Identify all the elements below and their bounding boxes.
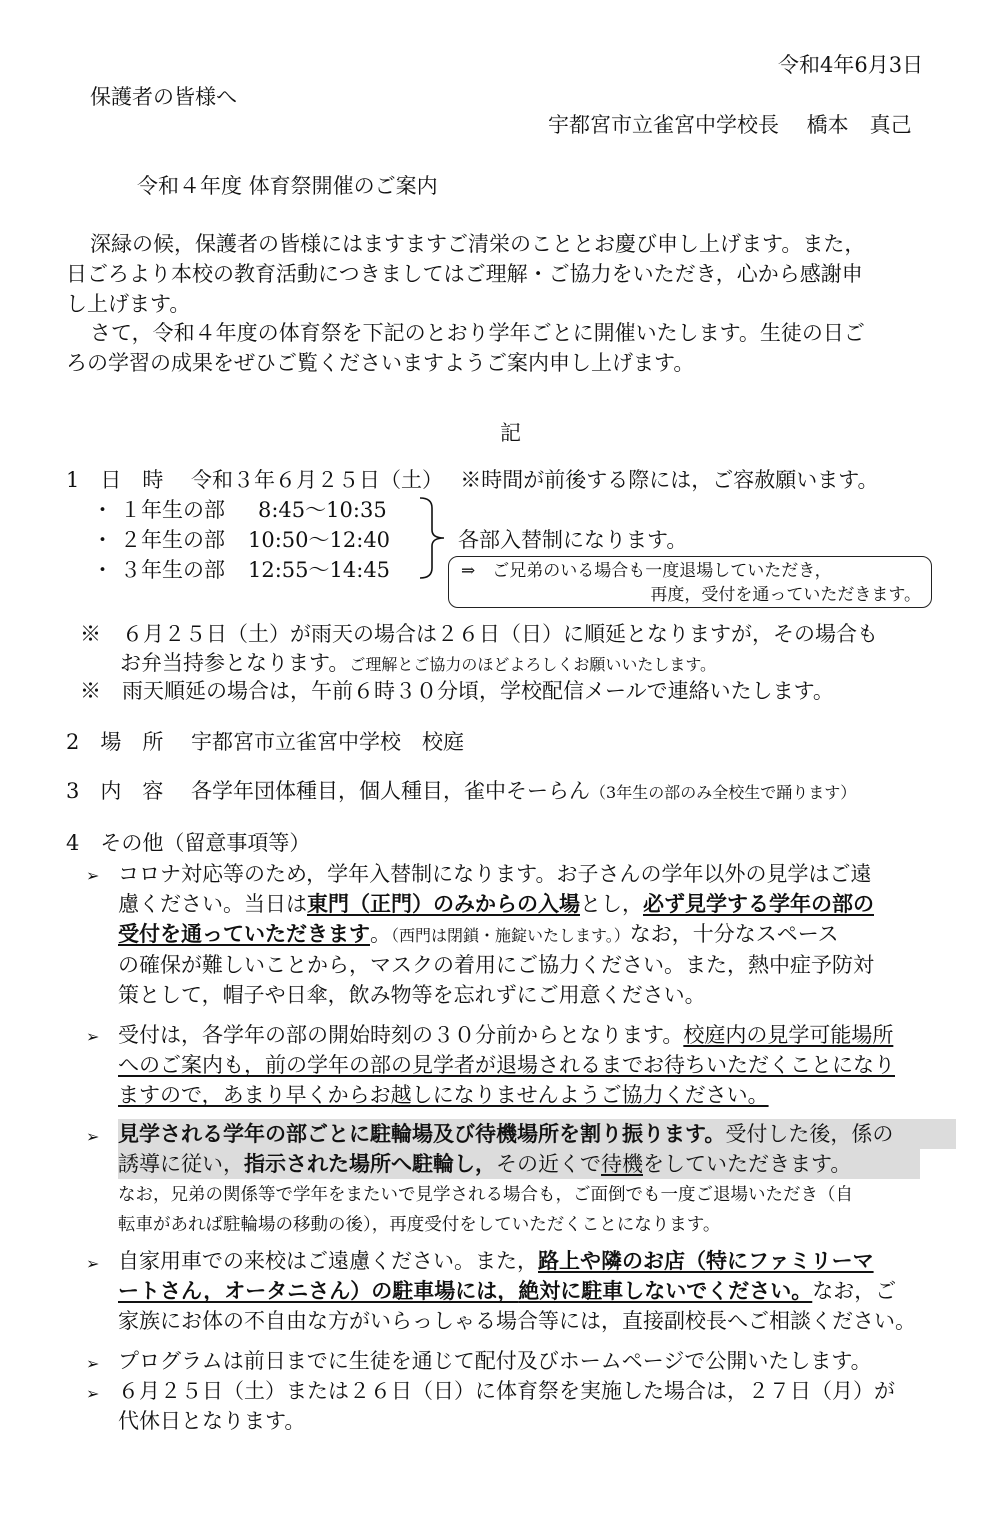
emphasis: 路上や隣のお店（特にファミリーマ xyxy=(538,1248,874,1273)
b4-line xyxy=(118,1276,896,1306)
rain-note-text: お弁当持参となります。 xyxy=(120,651,350,675)
b1-line: の確保が難しいことから，マスクの着用にご協力ください。また，熱中症予防対 xyxy=(118,953,874,977)
intro-line: 日ごろより本校の教育活動につきましてはご理解・ご協力をいただき，心から感謝申 xyxy=(66,262,863,286)
b2-line: ますので，あまり早くからお越しになりませんようご協力ください。 xyxy=(118,1083,769,1107)
b1-line: コロナ対応等のため，学年入替制になります。お子さんの学年以外の見学はご遠 xyxy=(118,862,872,886)
item4-heading: 4 その他（留意事項等） xyxy=(66,831,311,855)
bullet-arrow-icon: ➢ xyxy=(86,866,100,885)
brace-icon xyxy=(418,496,448,580)
emphasis: ートさん，オータニさん）の駐車場には， xyxy=(118,1278,519,1303)
schedule-time: 10:50～12:40 xyxy=(248,528,391,552)
text: なお，ご xyxy=(812,1279,897,1303)
intro-line: 深緑の候，保護者の皆様にはますますご清栄のこととお慶び申し上げます。また， xyxy=(90,232,866,256)
text: 。 xyxy=(370,922,391,946)
emphasis: 東門（正門）のみからの入場 xyxy=(307,891,580,916)
schedule-grade: ２年生の部 xyxy=(120,528,225,552)
text: なお，十分なスペース xyxy=(629,922,839,946)
text: 慮ください。当日は xyxy=(118,892,307,916)
underlined: 待機 xyxy=(601,1152,643,1176)
sibling-note-line: 再度，受付を通っていただきます。 xyxy=(650,585,921,605)
document-title: 令和４年度 体育祭開催のご案内 xyxy=(137,174,438,198)
item2-place: 2 場 所 宇都宮市立雀宮中学校 校庭 xyxy=(66,730,465,754)
intro-line: し上げます。 xyxy=(66,292,191,316)
sender-line: 宇都宮市立雀宮中学校長 橋本 真己 xyxy=(548,113,912,137)
rain-note-small: ご理解とご協力のほどよろしくお願いいたします。 xyxy=(349,655,717,674)
b3-line xyxy=(118,1119,956,1149)
b2-line xyxy=(118,1020,893,1050)
rain-mail-note: ※ 雨天順延の場合は，午前６時３０分頃，学校配信メールで連絡いたします。 xyxy=(80,679,834,703)
text: 受付した後，係の xyxy=(725,1122,894,1146)
intro-line: さて，令和４年度の体育祭を下記のとおり学年ごとに開催いたします。生徒の日ご xyxy=(90,321,865,345)
text: とし， xyxy=(580,892,643,916)
text: 誘導に従い， xyxy=(118,1152,244,1176)
bullet-arrow-icon: ➢ xyxy=(86,1027,100,1046)
b4-line xyxy=(118,1246,874,1276)
rain-note: ※ ６月２５日（土）が雨天の場合は２６日（日）に順延となりますが，その場合も xyxy=(80,622,878,646)
schedule-time: 8:45～10:35 xyxy=(258,498,387,522)
b3-line: 転車があれば駐輪場の移動の後），再度受付をしていただくことになります。 xyxy=(118,1215,721,1235)
ki-heading: 記 xyxy=(500,421,521,445)
schedule-bullet: ・ xyxy=(92,558,113,582)
item3-content xyxy=(66,776,856,808)
bullet-arrow-icon: ➢ xyxy=(86,1254,100,1273)
schedule-bullet: ・ xyxy=(92,528,113,552)
emphasis: 必ず見学する学年の部の xyxy=(643,891,874,916)
emphasis: 絶対に駐車しないでください。 xyxy=(518,1278,813,1303)
emphasis: 受付を通っていただきます xyxy=(118,921,370,946)
b6-line: ６月２５日（土）または２６日（日）に体育祭を実施した場合は，２７日（月）が xyxy=(118,1379,895,1403)
schedule-grade: １年生の部 xyxy=(120,498,225,522)
small-note: （西門は閉鎖・施錠いたします。） xyxy=(391,926,630,945)
sibling-note-line: ⇒ ご兄弟のいる場合も一度退場していただき， xyxy=(461,561,832,581)
text: その近くで xyxy=(496,1152,601,1176)
document-date: 令和4年6月3日 xyxy=(778,53,924,77)
b5-line: プログラムは前日までに生徒を通じて配付及びホームページで公開いたします。 xyxy=(118,1349,872,1373)
item3-note: （3年生の部のみ全校生で踊ります） xyxy=(590,783,857,802)
recipient-line: 保護者の皆様へ xyxy=(90,85,237,109)
intro-line: ろの学習の成果をぜひご覧くださいますようご案内申し上げます。 xyxy=(66,351,695,375)
text: をしていただきます。 xyxy=(643,1152,852,1176)
b4-line: 家族にお体の不自由な方がいらっしゃる場合等には，直接副校長へご相談ください。 xyxy=(118,1309,916,1333)
b6-line: 代休日となります。 xyxy=(118,1409,306,1433)
emphasis: 指示された場所へ駐輪し， xyxy=(244,1151,496,1176)
b1-line xyxy=(118,889,874,919)
b2-line: へのご案内も，前の学年の部の見学者が退場されるまでお待ちいただくことになり xyxy=(118,1053,895,1077)
b3-line: なお，兄弟の関係等で学年をまたいで見学される場合も，ご面倒でも一度ご退場いただき（自 xyxy=(118,1185,853,1205)
schedule-grade: ３年生の部 xyxy=(120,558,225,582)
bullet-arrow-icon: ➢ xyxy=(86,1354,100,1373)
b1-line: 策として，帽子や日傘，飲み物等を忘れずにご用意ください。 xyxy=(118,983,706,1007)
underlined: 校庭内の見学可能場所 xyxy=(683,1023,894,1047)
emphasis: 見学される学年の部ごとに駐輪場及び待機場所を割り振ります。 xyxy=(118,1121,726,1146)
shift-label: 各部入替制になります。 xyxy=(458,528,688,552)
sibling-note-box xyxy=(448,556,932,608)
b3-line xyxy=(118,1149,920,1179)
b1-line xyxy=(118,919,839,951)
item1-heading: 1 日 時 令和３年６月２５日（土） ※時間が前後する際には，ご容赦願います。 xyxy=(66,468,879,492)
schedule-time: 12:55～14:45 xyxy=(248,558,391,582)
bullet-arrow-icon: ➢ xyxy=(86,1127,100,1146)
item3-main: 3 内 容 各学年団体種目，個人種目，雀中そーらん xyxy=(66,779,591,803)
bullet-arrow-icon: ➢ xyxy=(86,1384,100,1403)
text: 受付は，各学年の部の開始時刻の３０分前からとなります。 xyxy=(118,1023,684,1047)
text: 自家用車での来校はご遠慮ください。また， xyxy=(118,1249,538,1273)
schedule-bullet: ・ xyxy=(92,498,113,522)
